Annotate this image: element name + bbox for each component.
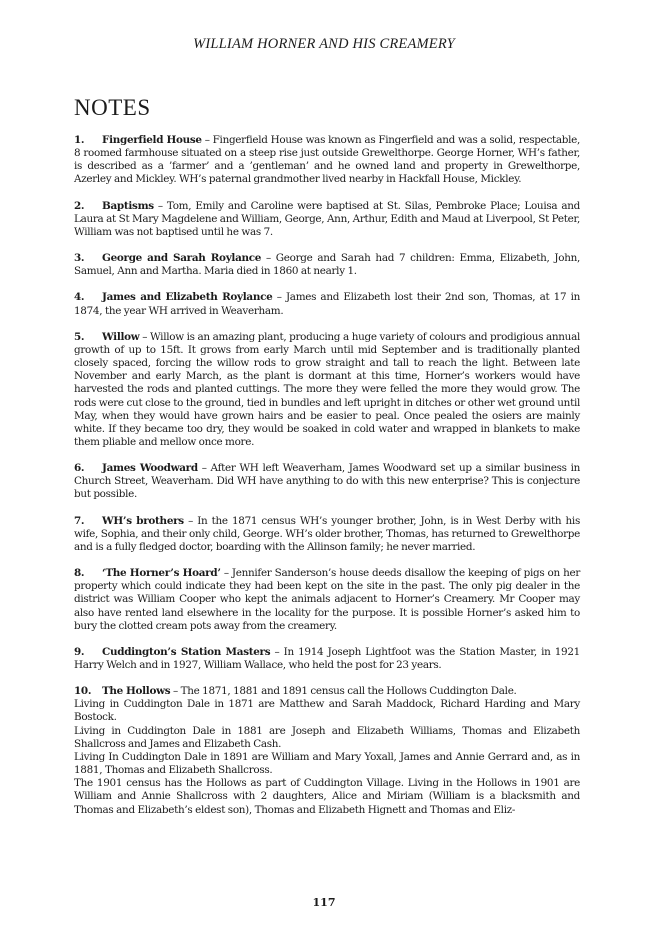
note-number: 3. — [74, 252, 85, 265]
note-heading: James and Elizabeth Roylance — [102, 291, 273, 304]
page-number: 117 — [312, 896, 336, 909]
note-heading: Baptisms — [102, 199, 154, 212]
section-title: NOTES — [74, 95, 151, 120]
note-number: 2. — [74, 199, 85, 212]
note-text: – Fingerfield House was known as Fingerfield and was a solid, respectable, 8 roomed farmhouse situated on a steep rise just outside Grewelthorpe. George Horner, WH’s father, is described as a ’farmer’ and a ’gentleman’ and he owned land and property in Grewelthorpe, Azerley and Mickley. WH’s paternal grandmother lived nearby in Hackfall House, Mickley. — [74, 134, 581, 186]
note-paragraph: Living in Cuddington Dale in 1871 are Matthew and Sarah Maddock, Richard Harding and Mary Bostock. — [74, 698, 580, 724]
note-text: – In 1914 Joseph Lightfoot was the Station Master, in 1921 Harry Welch and in 1927, William Wallace, who held the post for 23 years. — [74, 645, 580, 671]
note-text: – Tom, Emily and Caroline were baptised at St. Silas, Pembroke Place; Louisa and Laura at St Mary Magdelene and William, George, Ann, Arthur, Edith and Maud at Liverpool, St Peter, William was not baptised until he was 7. — [74, 199, 580, 238]
note-number: 8. — [74, 567, 85, 580]
note-paragraph: Living In Cuddington Dale in 1891 are William and Mary Yoxall, James and Annie Gerrard and, as in 1881, Thomas and Elizabeth Shallcross. — [74, 750, 580, 777]
running-head: WILLIAM HORNER AND HIS CREAMERY — [193, 36, 455, 52]
note-item — [74, 646, 580, 672]
note-number: 6. — [74, 462, 85, 475]
note-item — [74, 134, 580, 187]
note-number: 10. — [74, 685, 92, 698]
note-text: – George and Sarah had 7 children: Emma, Elizabeth, John, Samuel, Ann and Martha. Maria died in 1860 at nearly 1. — [74, 252, 580, 278]
note-number: 1. — [74, 134, 85, 146]
notes-list — [74, 134, 580, 830]
note-heading: Cuddington’s Station Masters — [102, 645, 271, 658]
note-heading: ‘The Horner’s Hoard’ — [102, 567, 221, 580]
note-text: – In the 1871 census WH’s younger brother, John, is in West Derby with his wife, Sophia, and their only child, George. WH’s older brother, Thomas, has returned to Grewelthorpe and is a fully fledged doctor, boarding with the Allinson family; he never married. — [74, 514, 580, 553]
note-heading: The Hollows — [102, 685, 171, 698]
note-item — [74, 200, 580, 239]
note-paragraph: Living in Cuddington Dale in 1881 are Joseph and Elizabeth Williams, Thomas and Elizabeth Shallcross and James and Elizabeth Cash. — [74, 724, 580, 750]
note-text: – After WH left Weaverham, James Woodward set up a similar business in Church Street, Weaverham. Did WH have anything to do with this new enterprise? This is conjecture but possible. — [74, 462, 580, 501]
note-heading: George and Sarah Roylance — [102, 252, 262, 265]
note-heading: Fingerfield House — [102, 134, 202, 146]
note-item — [74, 291, 580, 317]
note-heading: James Woodward — [102, 462, 198, 475]
note-text: – James and Elizabeth lost their 2nd son, Thomas, at 17 in 1874, the year WH arrived in Weaverham. — [74, 291, 580, 317]
note-item — [74, 515, 580, 554]
note-heading: WH’s brothers — [102, 514, 184, 527]
note-number: 9. — [74, 645, 85, 658]
note-text: – Willow is an amazing plant, producing a huge variety of colours and prodigious annual growth of up to 15ft. It grows from early March until mid September and is traditionally planted closely spaced, forcing the willow rods to grow straight and tall to reach the light. Between late November and early March, as the plant is dormant at this time, Horner’s workers would have harvested the rods and planted cuttings. The more they were felled the more they would grow. The rods were cut close to the ground, tied in bundles and left upright in ditches or other wet ground until May, when they would have grown hairs and be easier to peal. Once pealed the osiers are mainly white. If they became too dry, they would be soaked in cold water and wrapped in blankets to make them pliable and mellow once more. — [74, 330, 580, 448]
note-number: 5. — [74, 330, 85, 343]
note-item — [74, 462, 580, 501]
note-item — [74, 331, 580, 449]
note-paragraph: The 1901 census has the Hollows as part of Cuddington Village. Living in the Hollows in 1901 are William and Annie Shallcross with 2 daughters, Alice and Miriam (William is a blacksmith and Thomas and Elizabeth’s eldest son), Thomas and Elizabeth Hignett and Thomas and Eliz- — [74, 777, 580, 816]
note-text: – The 1871, 1881 and 1891 census call the Hollows Cuddington Dale. — [170, 685, 517, 698]
note-item — [74, 567, 580, 633]
note-text: – Jennifer Sanderson’s house deeds disallow the keeping of pigs on her property which could indicate they had been kept on the site in the past. The only pig dealer in the district was William Cooper who kept the animals adjacent to Horner’s Creamery. Mr Cooper may also have rented land elsewhere in the locality for the purpose. It is possible Horner’s asked him to bury the clotted cream pots away from the creamery. — [74, 567, 580, 632]
note-item — [74, 252, 580, 278]
note-number: 7. — [74, 514, 85, 527]
note-heading: Willow — [102, 330, 140, 343]
note-number: 4. — [74, 291, 85, 304]
note-item — [74, 685, 580, 817]
